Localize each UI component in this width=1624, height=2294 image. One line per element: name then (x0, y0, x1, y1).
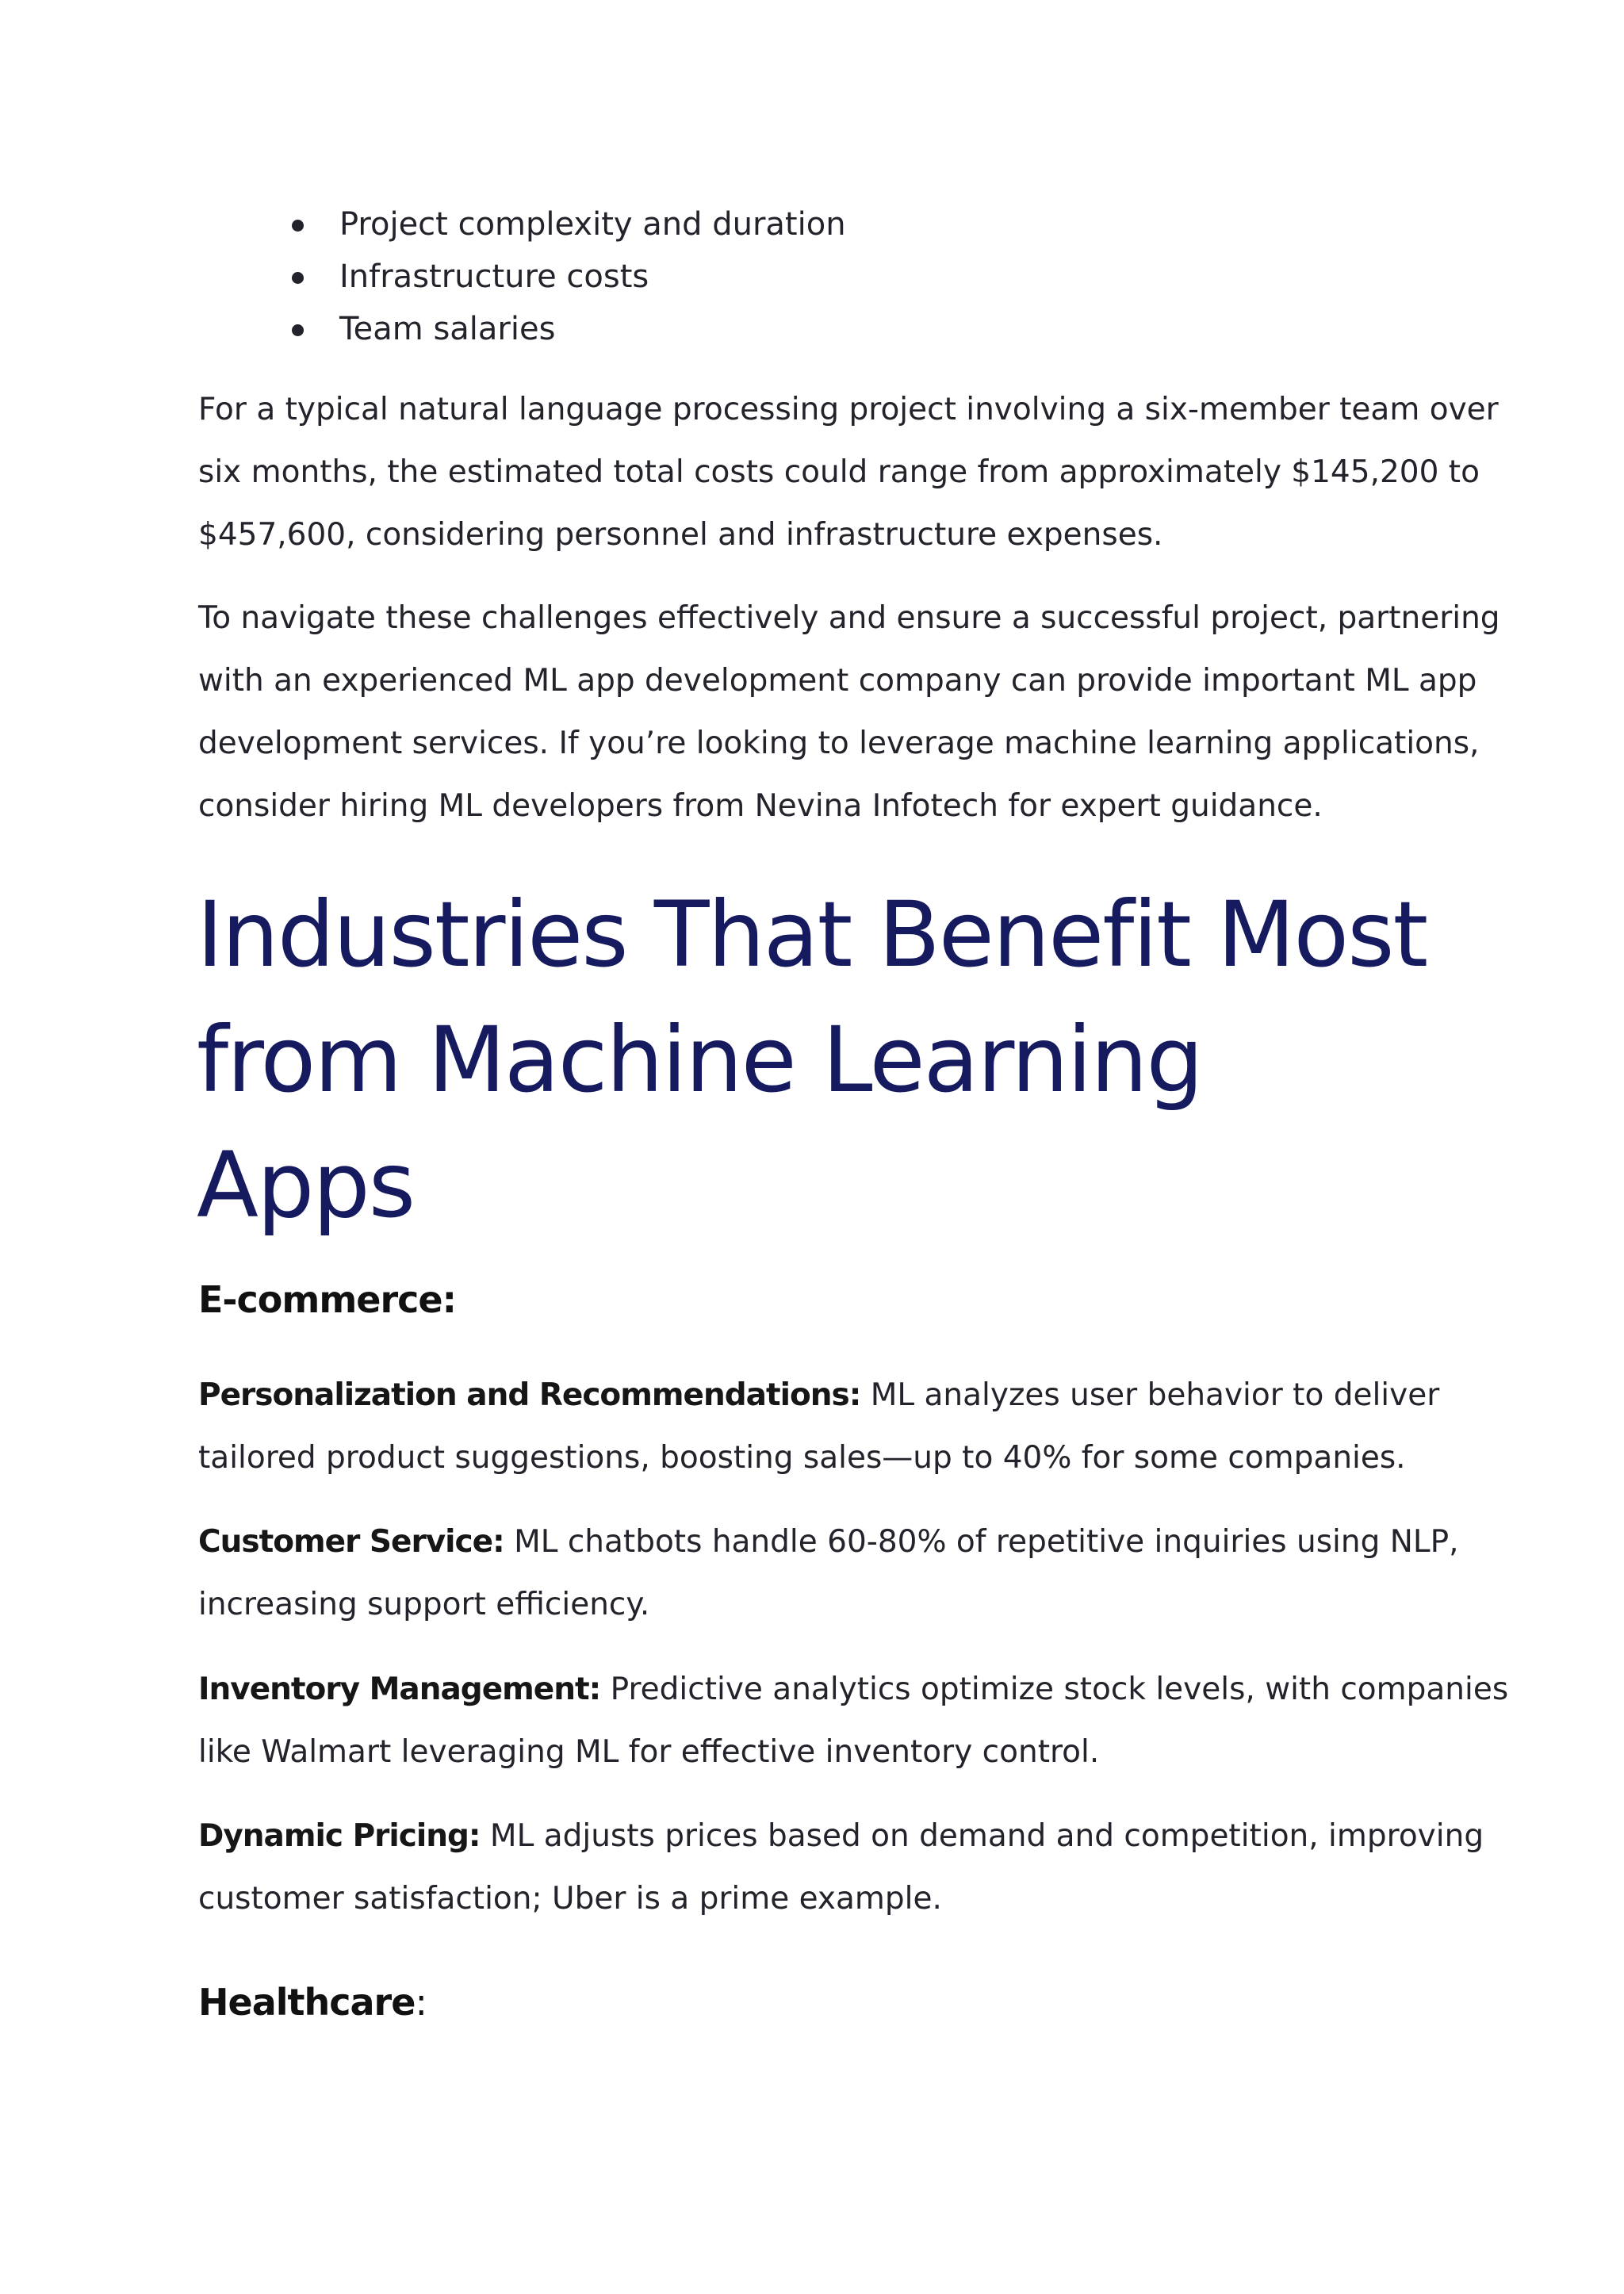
heading-line: from Machine Learning (197, 1007, 1202, 1113)
paragraph-line: To navigate these challenges effectively and ensure a successful project, partnering (198, 600, 1500, 636)
section-heading (197, 872, 1427, 1248)
paragraph-lead: Customer Service: (198, 1524, 504, 1560)
list-item (198, 303, 846, 355)
list-item (198, 251, 846, 303)
heading-line: Industries That Benefit Most (197, 882, 1427, 987)
customer-service-paragraph (198, 1511, 1459, 1636)
ecommerce-subheading: E-commerce: (198, 1278, 456, 1321)
healthcare-subheading (198, 1981, 427, 2024)
list-item (198, 198, 846, 251)
bullet-icon (292, 220, 304, 232)
paragraph-line (198, 1364, 1451, 1427)
paragraph-line: $457,600, considering personnel and infrastructure expenses. (198, 517, 1163, 553)
bullet-icon (292, 272, 304, 284)
paragraph-line: development services. If you’re looking to leverage machine learning applications, (198, 726, 1480, 761)
bullet-icon (292, 324, 304, 336)
personalization-paragraph (198, 1364, 1451, 1489)
paragraph-line: customer satisfaction; Uber is a prime example. (198, 1881, 942, 1917)
subheading-text: Healthcare (198, 1981, 416, 2024)
subheading-colon: : (415, 1981, 427, 2024)
paragraph-line: increasing support efficiency. (198, 1587, 650, 1622)
partner-paragraph (198, 587, 1500, 837)
paragraph-line: consider hiring ML developers from Nevina Infotech for expert guidance. (198, 788, 1323, 824)
heading-line: Apps (197, 1132, 415, 1238)
list-item-text: Project complexity and duration (339, 206, 846, 243)
paragraph-line: like Walmart leveraging ML for effective inventory control. (198, 1734, 1100, 1770)
cost-estimate-paragraph (198, 378, 1499, 566)
paragraph-text: Predictive analytics optimize stock levels, with companies (600, 1672, 1509, 1707)
inventory-paragraph (198, 1658, 1509, 1783)
paragraph-lead: Inventory Management: (198, 1672, 601, 1707)
paragraph-text: ML chatbots handle 60-80% of repetitive inquiries using NLP, (504, 1524, 1459, 1560)
paragraph-line: six months, the estimated total costs could range from approximately $145,200 to (198, 454, 1480, 490)
paragraph-line: with an experienced ML app development company can provide important ML app (198, 663, 1477, 699)
paragraph-line: tailored product suggestions, boosting sales—up to 40% for some companies. (198, 1440, 1406, 1476)
paragraph-line (198, 1511, 1459, 1573)
paragraph-lead: Personalization and Recommendations: (198, 1377, 861, 1413)
paragraph-text: ML analyzes user behavior to deliver (860, 1377, 1440, 1413)
cost-factors-list (198, 198, 846, 355)
list-item-text: Team salaries (339, 311, 556, 347)
paragraph-line: For a typical natural language processing project involving a six-member team over (198, 392, 1499, 427)
paragraph-lead: Dynamic Pricing: (198, 1818, 481, 1854)
paragraph-line (198, 1805, 1484, 1867)
list-item-text: Infrastructure costs (339, 259, 649, 295)
dynamic-pricing-paragraph (198, 1805, 1484, 1930)
paragraph-line (198, 1658, 1509, 1721)
paragraph-text: ML adjusts prices based on demand and competition, improving (480, 1818, 1484, 1854)
